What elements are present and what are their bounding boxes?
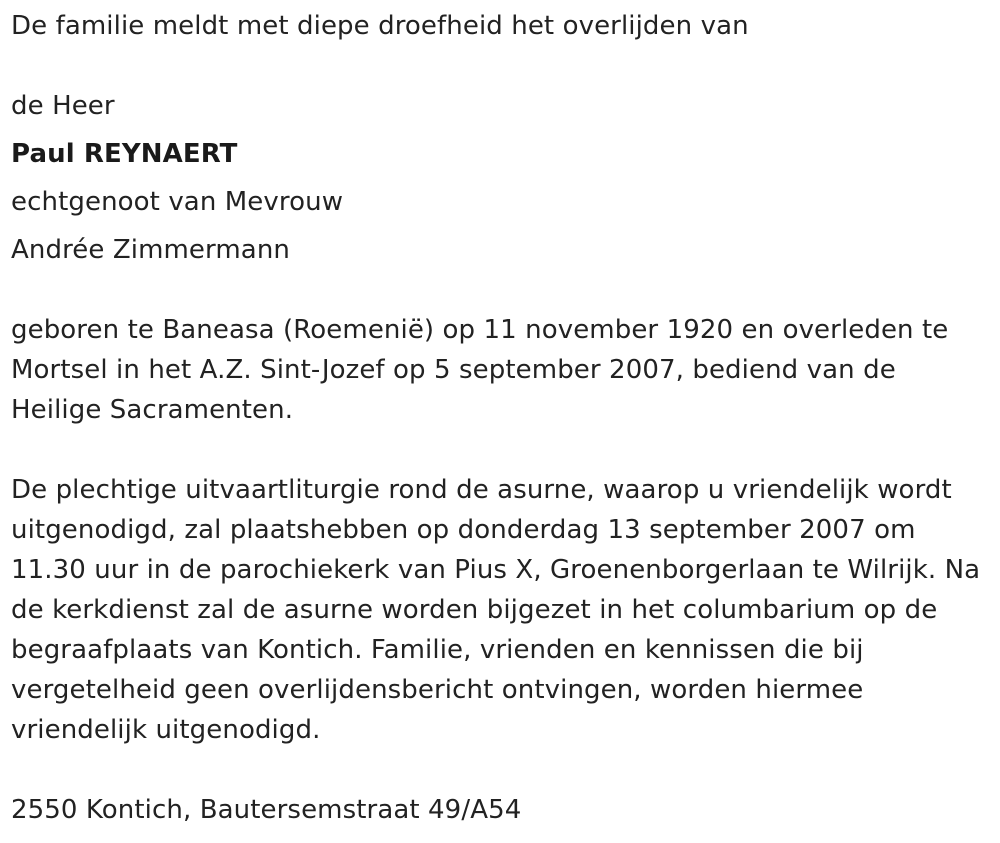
spouse-line-1: echtgenoot van Mevrouw	[11, 187, 344, 217]
paragraph-line: Mortsel in het A.Z. Sint-Jozef op 5 september 2007, bediend van de	[11, 355, 896, 385]
paragraph-line: Heilige Sacramenten.	[11, 395, 294, 425]
funeral-paragraph	[11, 470, 996, 750]
address: 2550 Kontich, Bautersemstraat 49/A54	[11, 795, 522, 825]
birth-death-paragraph	[11, 310, 996, 430]
deceased-name: Paul REYNAERT	[11, 139, 238, 169]
paragraph-line: vergetelheid geen overlijdensbericht ontvingen, worden hiermee	[11, 675, 864, 705]
paragraph-line: begraafplaats van Kontich. Familie, vrienden en kennissen die bij	[11, 635, 864, 665]
salutation: de Heer	[11, 91, 115, 121]
paragraph-line: de kerkdienst zal de asurne worden bijgezet in het columbarium op de	[11, 595, 938, 625]
intro-text: De familie meldt met diepe droefheid het overlijden van	[11, 11, 749, 41]
paragraph-line: vriendelijk uitgenodigd.	[11, 715, 321, 745]
spouse-line-2: Andrée Zimmermann	[11, 235, 290, 265]
paragraph-line: uitgenodigd, zal plaatshebben op donderdag 13 september 2007 om	[11, 515, 916, 545]
paragraph-line: geboren te Baneasa (Roemenië) op 11 november 1920 en overleden te	[11, 315, 949, 345]
paragraph-line: 11.30 uur in de parochiekerk van Pius X, Groenenborgerlaan te Wilrijk. Na	[11, 555, 981, 585]
paragraph-line: De plechtige uitvaartliturgie rond de asurne, waarop u vriendelijk wordt	[11, 475, 952, 505]
